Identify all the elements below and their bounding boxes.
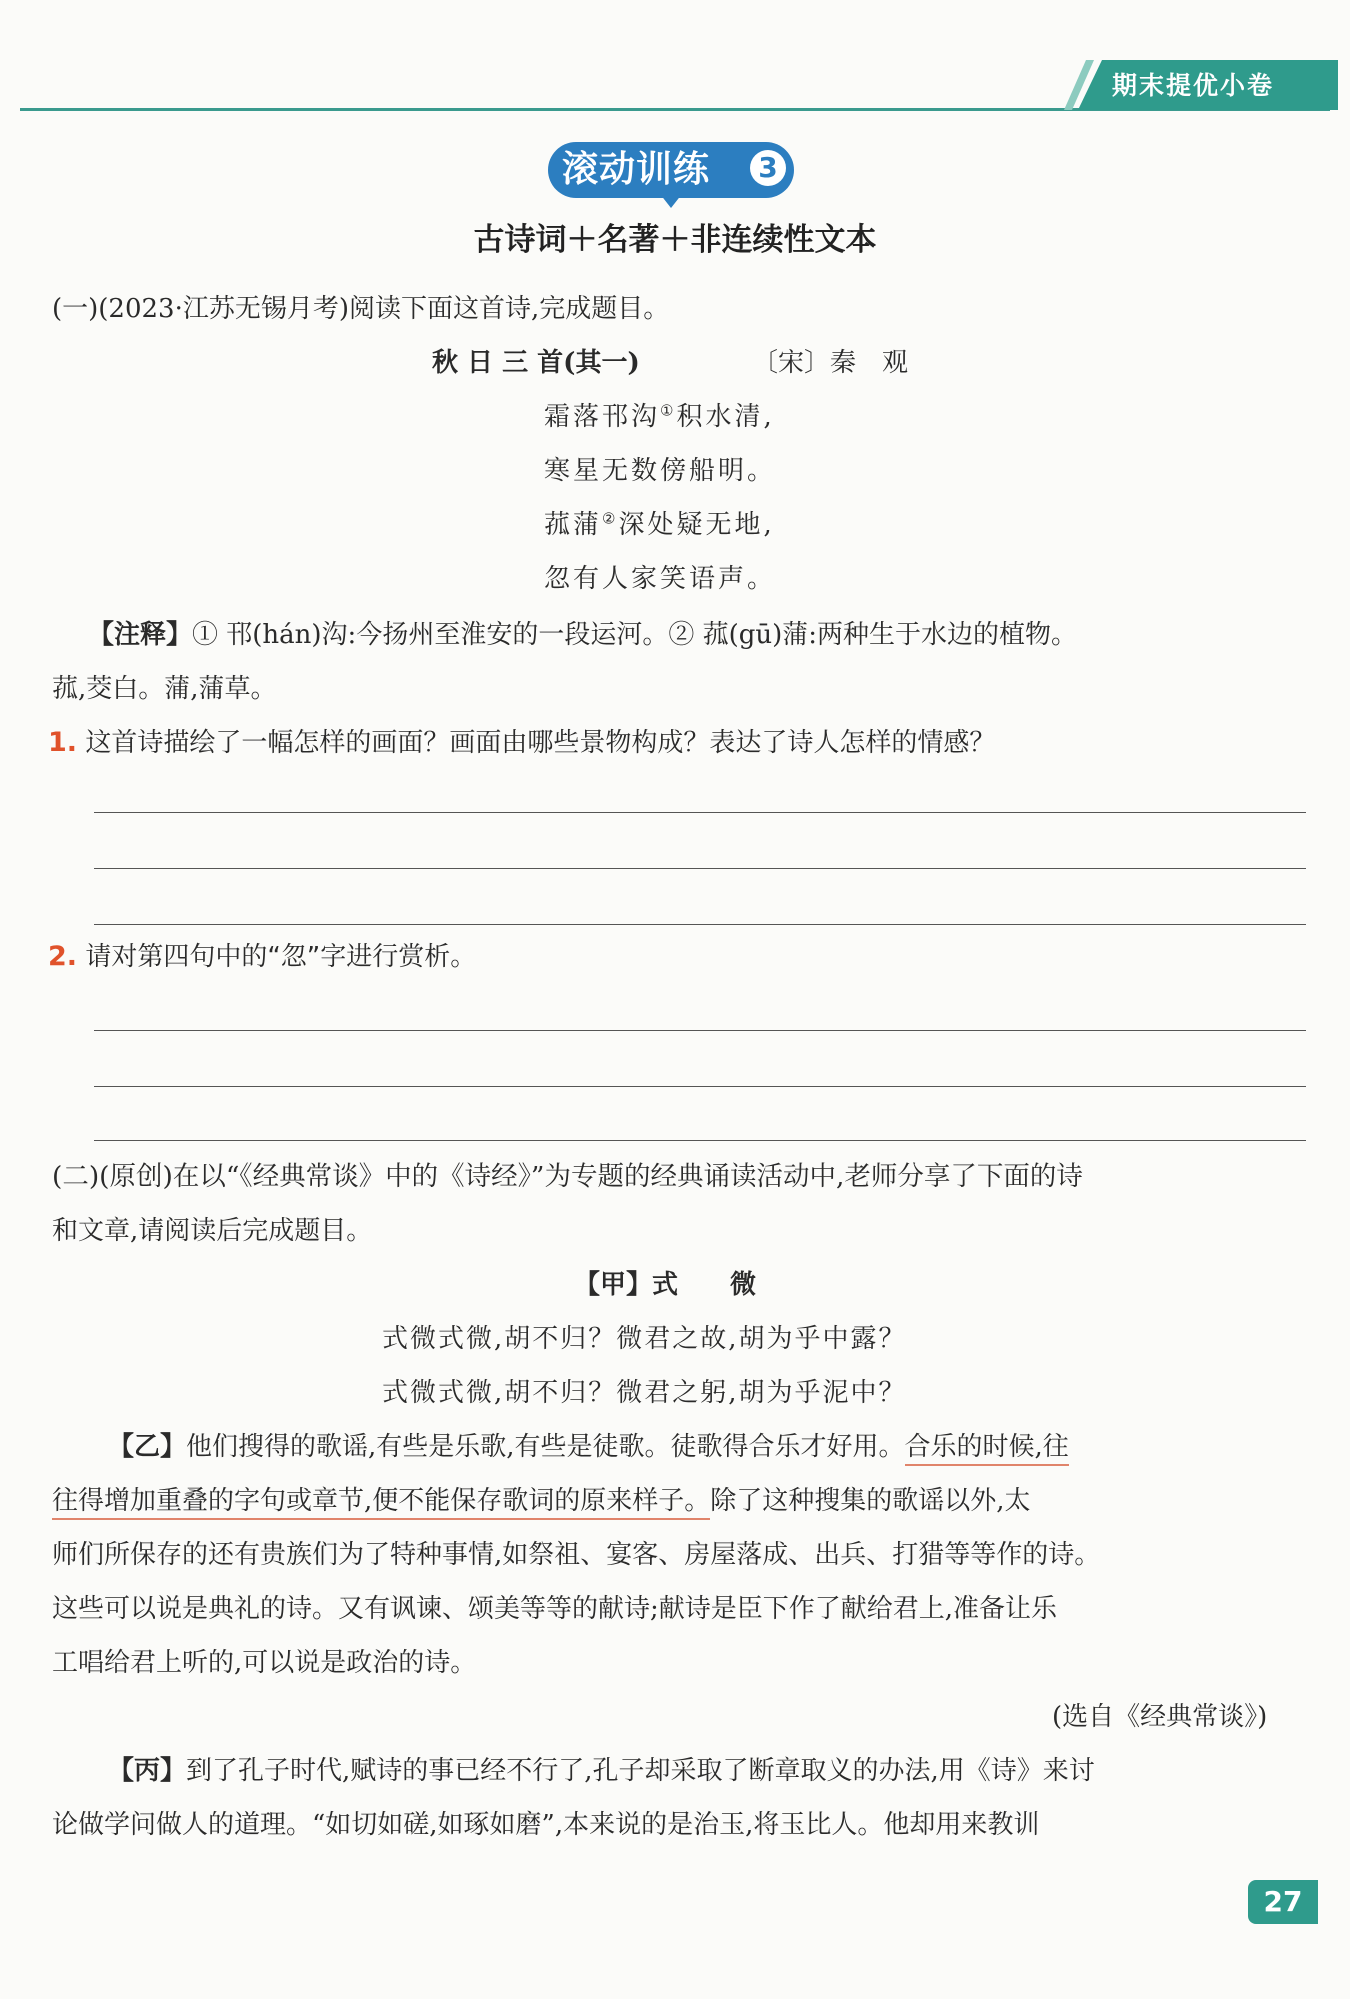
poem-line-text: 忽有人家笑语声。 (544, 564, 777, 594)
question-number: 1. (48, 727, 78, 758)
poem-line-text: 深处疑无地, (618, 510, 775, 540)
poem-author: 〔宋〕秦 观 (752, 348, 909, 378)
underlined-text: 合乐的时候,往 (905, 1432, 1069, 1466)
poem-line (544, 400, 775, 434)
jia-label: 【甲】 (574, 1270, 653, 1300)
underlined-text: 往得增加重叠的字句或章节,便不能保存歌词的原来样子。 (52, 1486, 710, 1520)
poem-line-text: 霜落邗沟 (544, 402, 661, 432)
yi-line-5: 工唱给君上听的,可以说是政治的诗。 (52, 1648, 477, 1678)
yi-line-4: 这些可以说是典礼的诗。又有讽谏、颂美等等的献诗;献诗是臣下作了献给君上,准备让乐 (52, 1594, 1058, 1624)
part2-intro-line-2: 和文章,请阅读后完成题目。 (52, 1216, 373, 1246)
yi-label: 【乙】 (108, 1432, 187, 1462)
jia-title: 式 微 (652, 1270, 757, 1300)
bing-label: 【丙】 (108, 1756, 187, 1786)
yi-line-3: 师们所保存的还有贵族们为了特种事情,如祭祖、宴客、房屋落成、出兵、打猎等等作的诗。 (52, 1540, 1101, 1570)
bing-line-2: 论做学问做人的道理。“如切如磋,如琢如磨”,本来说的是治玉,将玉比人。他却用来教训 (52, 1810, 1040, 1840)
yi-line-1 (108, 1430, 1069, 1464)
answer-line[interactable] (94, 812, 1306, 813)
answer-line[interactable] (94, 1140, 1306, 1141)
notes-line-2: 菰,茭白。蒲,蒲草。 (52, 674, 277, 704)
section-banner-title: 滚动训练 (562, 149, 711, 190)
question-text: 请对第四句中的“忽”字进行赏析。 (85, 942, 477, 972)
question-2 (48, 940, 476, 974)
jia-poem-line: 式微式微,胡不归？微君之故,胡为乎中露？ (382, 1324, 907, 1354)
section-banner-number: 3 (750, 150, 786, 186)
bing-text: 到了孔子时代,赋诗的事已经不行了,孔子却采取了断章取义的办法,用《诗》来讨 (186, 1756, 1095, 1786)
yi-text: 除了这种搜集的歌谣以外,太 (710, 1486, 1031, 1516)
notes-line-1 (88, 618, 1077, 652)
poem-line (544, 454, 776, 488)
poem-line-text: 积水清, (676, 402, 775, 432)
notes-label: 【注释】 (88, 620, 193, 650)
yi-text: 他们搜得的歌谣,有些是乐歌,有些是徒歌。徒歌得合乐才好用。 (186, 1432, 905, 1462)
poem-line (544, 508, 775, 542)
footnote-marker: ① (660, 401, 677, 420)
poem-line-text: 菰蒲 (544, 510, 603, 540)
header-tab-label: 期末提优小卷 (1112, 71, 1275, 100)
part2-intro-line-1: (二)(原创)在以“《经典常谈》中的《诗经》”为专题的经典诵读活动中,老师分享了下面的诗 (52, 1161, 1083, 1192)
answer-line[interactable] (94, 1030, 1306, 1031)
answer-line[interactable] (94, 924, 1306, 925)
jia-poem-line: 式微式微,胡不归？微君之躬,胡为乎泥中？ (382, 1378, 907, 1408)
poem-line (544, 562, 776, 596)
jia-title-line (574, 1268, 756, 1302)
page-number: 27 (1248, 1880, 1318, 1924)
page-subtitle: 古诗词＋名著＋非连续性文本 (473, 222, 877, 258)
part1-intro: (一)(2023·江苏无锡月考)阅读下面这首诗,完成题目。 (52, 294, 670, 324)
question-text: 这首诗描绘了一幅怎样的画面？画面由哪些景物构成？表达了诗人怎样的情感？ (85, 728, 996, 758)
question-1 (48, 726, 995, 760)
footnote-marker: ② (602, 509, 619, 528)
poem-title: 秋 日 三 首(其一) (432, 348, 640, 378)
yi-source: (选自《经典常谈》) (1052, 1702, 1268, 1732)
bing-line-1 (108, 1754, 1095, 1788)
notes-text: ① 邗(hán)沟:今扬州至淮安的一段运河。② 菰(gū)蒲:两种生于水边的植物。 (192, 620, 1078, 650)
poem-line-text: 寒星无数傍船明。 (544, 456, 777, 486)
yi-line-2 (52, 1484, 1031, 1518)
answer-line[interactable] (94, 868, 1306, 869)
question-number: 2. (48, 941, 78, 972)
answer-line[interactable] (94, 1086, 1306, 1087)
